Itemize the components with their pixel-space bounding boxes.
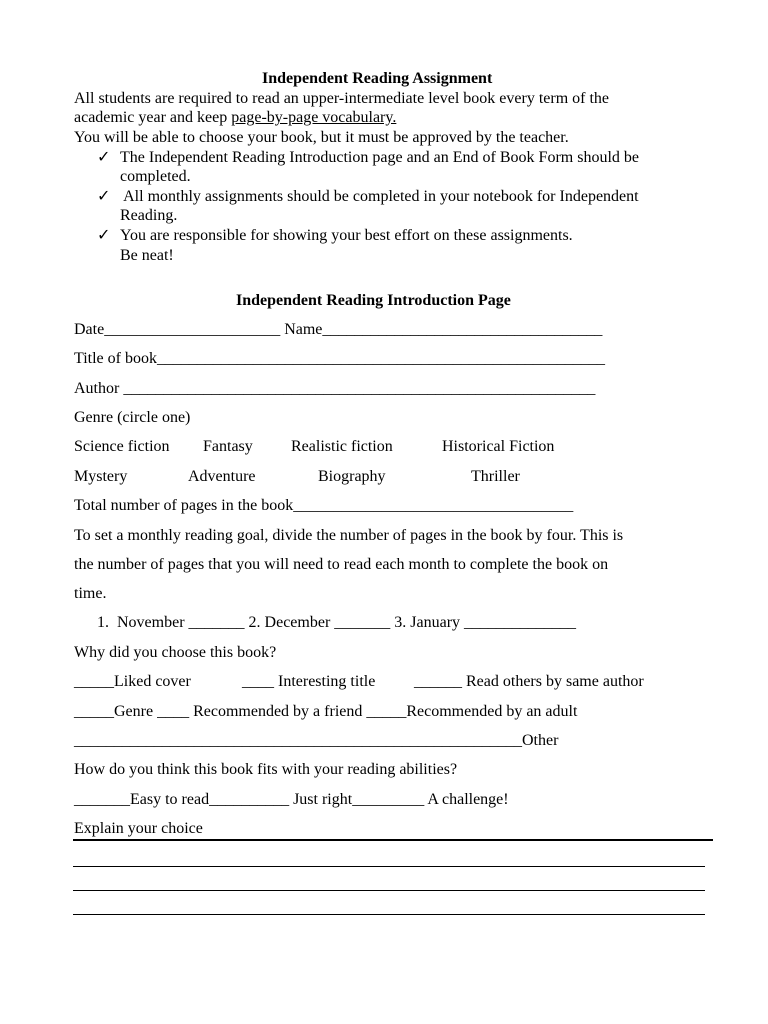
author-label: Author bbox=[74, 380, 124, 397]
bullet-2-line-2: Reading. bbox=[120, 207, 178, 224]
intro-page-title: Independent Reading Introduction Page bbox=[236, 292, 511, 309]
genre-fantasy[interactable]: Fantasy bbox=[203, 438, 253, 455]
name-label: Name bbox=[280, 321, 323, 338]
goal-line-2: the number of pages that you will need to read each month to complete the book on bbox=[74, 556, 609, 573]
other-reason-field[interactable]: ________________________________________________________Other bbox=[74, 732, 559, 749]
genre-label: Genre (circle one) bbox=[74, 409, 191, 426]
total-pages-field[interactable]: ___________________________________ bbox=[293, 497, 574, 514]
why-question: Why did you choose this book? bbox=[74, 644, 277, 661]
intro-line-2 bbox=[74, 108, 396, 128]
genre-historical-fiction[interactable]: Historical Fiction bbox=[442, 438, 555, 455]
explain-line[interactable] bbox=[73, 890, 705, 891]
explain-label: Explain your choice bbox=[74, 820, 203, 837]
reason-interesting-title[interactable]: ____ Interesting title bbox=[242, 673, 376, 690]
genre-realistic-fiction[interactable]: Realistic fiction bbox=[291, 438, 393, 455]
fit-question: How do you think this book fits with your reading abilities? bbox=[74, 761, 458, 778]
total-pages-row bbox=[74, 496, 573, 516]
author-field[interactable]: ___________________________________________________________ bbox=[123, 380, 596, 397]
bullet-1-line-2: completed. bbox=[120, 168, 191, 185]
reason-same-author[interactable]: ______ Read others by same author bbox=[414, 673, 644, 690]
author-row bbox=[74, 379, 595, 399]
goal-line-3: time. bbox=[74, 585, 107, 602]
reasons-row-2[interactable]: _____Genre ____ Recommended by a friend _____Recommended by an adult bbox=[74, 703, 578, 720]
genre-thriller[interactable]: Thriller bbox=[471, 468, 520, 485]
genre-mystery[interactable]: Mystery bbox=[74, 468, 128, 485]
fit-options[interactable]: _______Easy to read__________ Just right_________ A challenge! bbox=[74, 791, 509, 808]
months-row[interactable]: 1. November _______ 2. December _______ 3. January ______________ bbox=[97, 614, 577, 631]
date-field[interactable]: ______________________ bbox=[104, 321, 281, 338]
total-pages-label: Total number of pages in the book bbox=[74, 497, 294, 514]
name-field[interactable]: ___________________________________ bbox=[322, 321, 603, 338]
explain-line[interactable] bbox=[73, 839, 713, 841]
date-label: Date bbox=[74, 321, 105, 338]
reason-liked-cover[interactable]: _____Liked cover bbox=[74, 673, 191, 690]
intro-line-3: You will be able to choose your book, but it must be approved by the teacher. bbox=[74, 129, 569, 146]
book-title-row bbox=[74, 349, 605, 369]
assignment-title: Independent Reading Assignment bbox=[262, 70, 493, 87]
checkmark-icon: ✓ bbox=[97, 188, 111, 205]
genre-science-fiction[interactable]: Science fiction bbox=[74, 438, 170, 455]
intro-line-2-text: academic year and keep bbox=[74, 109, 232, 126]
bullet-1-line-1: The Independent Reading Introduction page and an End of Book Form should be bbox=[120, 149, 639, 166]
checkmark-icon: ✓ bbox=[97, 149, 111, 166]
genre-biography[interactable]: Biography bbox=[318, 468, 386, 485]
bullet-2-line-1: All monthly assignments should be completed in your notebook for Independent bbox=[120, 188, 639, 205]
book-title-field[interactable]: ________________________________________________________ bbox=[156, 350, 605, 367]
date-name-row bbox=[74, 320, 602, 340]
bullet-3-line-2: Be neat! bbox=[120, 247, 174, 264]
genre-adventure[interactable]: Adventure bbox=[188, 468, 256, 485]
explain-line[interactable] bbox=[73, 866, 705, 867]
goal-line-1: To set a monthly reading goal, divide the number of pages in the book by four. This is bbox=[74, 527, 624, 544]
intro-line-1: All students are required to read an upper-intermediate level book every term of the bbox=[74, 90, 610, 107]
checkmark-icon: ✓ bbox=[97, 227, 111, 244]
explain-line[interactable] bbox=[73, 914, 705, 915]
vocabulary-underlined-text: page-by-page vocabulary. bbox=[231, 109, 397, 126]
bullet-3-line-1: You are responsible for showing your best effort on these assignments. bbox=[120, 227, 573, 244]
book-title-label: Title of book bbox=[74, 350, 157, 367]
